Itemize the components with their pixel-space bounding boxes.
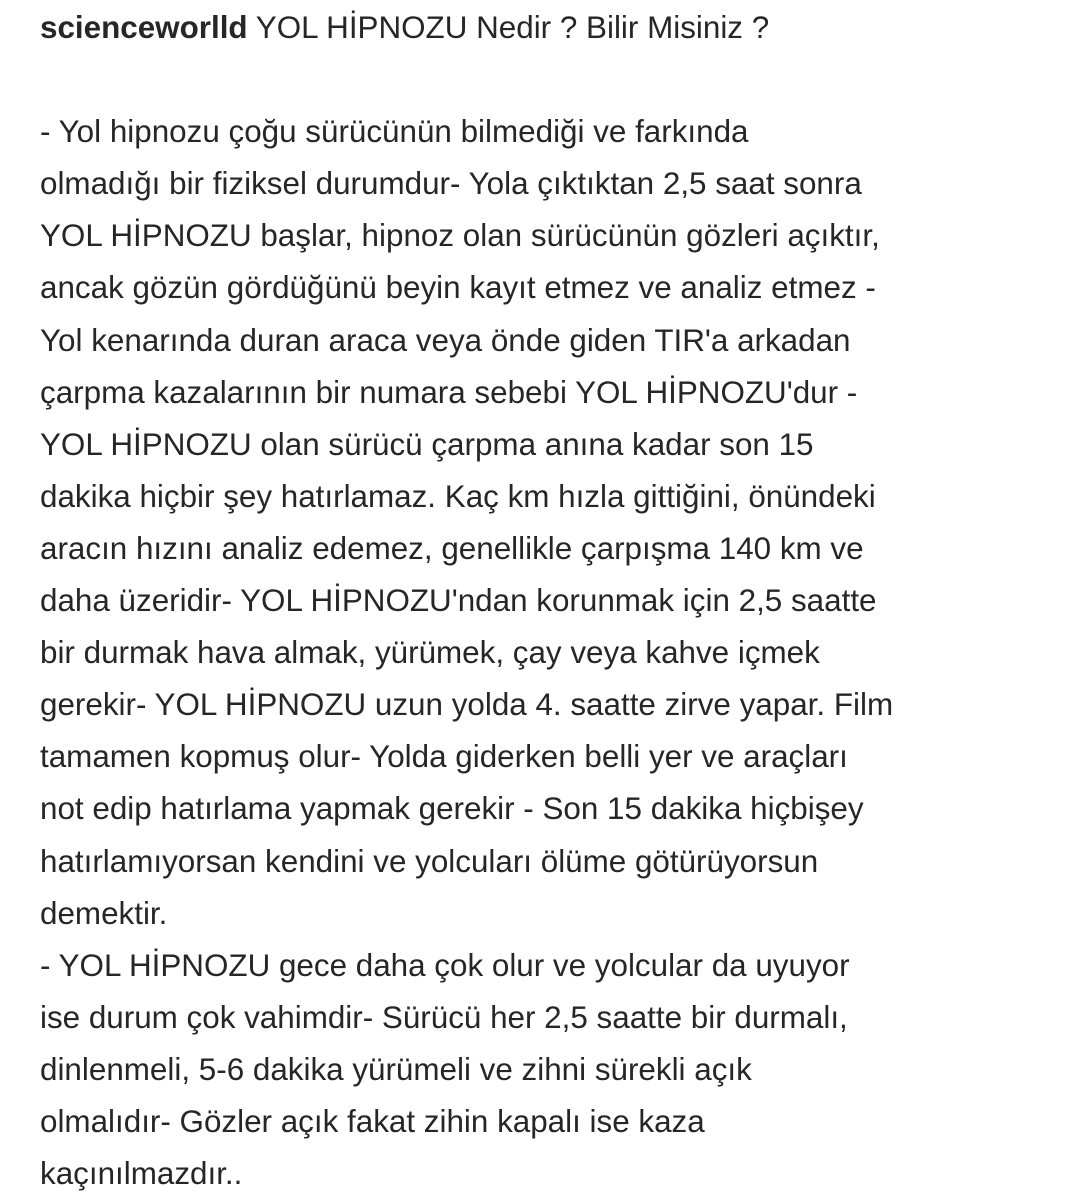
username-link[interactable]: scienceworlld	[40, 10, 248, 45]
caption-line: kaçınılmazdır..	[40, 1156, 243, 1192]
caption-line: gerekir- YOL HİPNOZU uzun yolda 4. saatte zirve yapar. Film	[40, 687, 894, 723]
caption-line: olmalıdır- Gözler açık fakat zihin kapalı ise kaza	[40, 1103, 705, 1139]
caption-line: not edip hatırlama yapmak gerekir - Son 15 dakika hiçbişey	[40, 791, 864, 827]
caption-line: olmadığı bir fiziksel durumdur- Yola çıktıktan 2,5 saat sonra	[40, 166, 862, 202]
caption-header	[40, 2, 1060, 54]
caption-line: hatırlamıyorsan kendini ve yolcuları ölüme götürüyorsun	[40, 843, 819, 879]
caption-line: YOL HİPNOZU olan sürücü çarpma anına kadar son 15	[40, 426, 814, 462]
post-caption	[40, 2, 1060, 1200]
caption-line: bir durmak hava almak, yürümek, çay veya kahve içmek	[40, 635, 820, 671]
caption-line: aracın hızını analiz edemez, genellikle çarpışma 140 km ve	[40, 530, 864, 566]
caption-line: - Yol hipnozu çoğu sürücünün bilmediği ve farkında	[40, 114, 749, 150]
caption-line: daha üzeridir- YOL HİPNOZU'ndan korunmak için 2,5 saatte	[40, 583, 877, 619]
caption-line: demektir.	[40, 895, 168, 931]
caption-line: Yol kenarında duran araca veya önde giden TIR'a arkadan	[40, 322, 851, 358]
caption-line: ise durum çok vahimdir- Sürücü her 2,5 saatte bir durmalı,	[40, 999, 848, 1035]
caption-line: ancak gözün gördüğünü beyin kayıt etmez ve analiz etmez -	[40, 270, 876, 306]
caption-line: dinlenmeli, 5-6 dakika yürümeli ve zihni sürekli açık	[40, 1051, 752, 1087]
caption-line: YOL HİPNOZU başlar, hipnoz olan sürücünün gözleri açıktır,	[40, 218, 880, 254]
blank-line	[40, 54, 1060, 106]
caption-line: dakika hiçbir şey hatırlamaz. Kaç km hızla gittiğini, önündeki	[40, 478, 876, 514]
caption-line: çarpma kazalarının bir numara sebebi YOL HİPNOZU'dur -	[40, 374, 858, 410]
caption-line: - YOL HİPNOZU gece daha çok olur ve yolcular da uyuyor	[40, 947, 850, 983]
caption-title: YOL HİPNOZU Nedir ? Bilir Misiniz ?	[247, 10, 770, 45]
caption-line: tamamen kopmuş olur- Yolda giderken belli yer ve araçları	[40, 739, 848, 775]
